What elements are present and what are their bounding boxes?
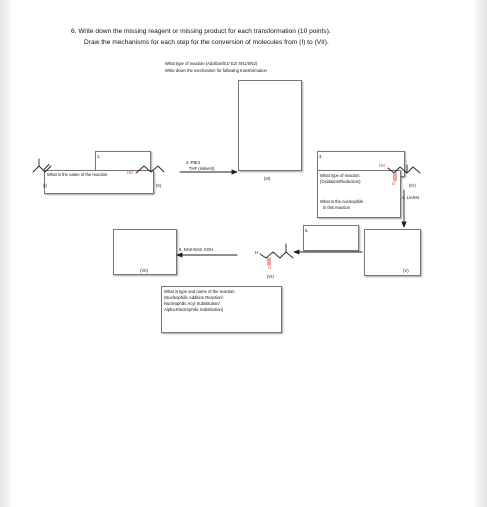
arrow-step-6-head — [177, 253, 182, 257]
nucleophile-prompt-line-2: in this reaction — [323, 205, 350, 210]
compound-vii-label: (VII) — [140, 268, 148, 273]
h-label-vi: H — [255, 250, 259, 255]
step-3-label: 3. — [319, 154, 323, 159]
type-prompt-line-1: What is type and name of the reaction — [164, 289, 235, 294]
mechanism-heading: Write down the mechanism for following transformation — [165, 68, 267, 73]
step-2-solvent: THF (solvent) — [189, 166, 215, 171]
reaction-name-prompt: What is the name of the reaction — [47, 172, 108, 177]
step-2-reagent: 2. PBr3 — [186, 160, 200, 165]
step-6-reagent: 6. NH2-NH2, KOH — [179, 247, 214, 252]
o-label-iv: O — [392, 181, 396, 186]
step-4-reagent: 4. LiAlH4 — [402, 195, 419, 200]
ho-label-iv: HO — [379, 163, 386, 168]
compound-iii-label: (III) — [264, 176, 271, 181]
compound-v-label: (V) — [403, 268, 409, 273]
step-1-label: 1. — [97, 154, 101, 159]
type-prompt-line-4: Alpha-Electrophilic Substitution) — [164, 307, 224, 312]
redox-prompt-line-1: What type of reaction — [320, 173, 360, 178]
step-5-label: 5. — [305, 228, 309, 233]
molecule-vi-skeleton — [260, 252, 293, 258]
compound-vi-label: (VI) — [267, 274, 274, 279]
question-line-1: 6. Write down the missing reagent or missing product for each transformation (10 points). — [71, 28, 331, 35]
molecule-i-skeleton — [33, 166, 51, 172]
arrow-step-4-head — [402, 222, 406, 227]
arrow-step-2-head — [232, 170, 237, 174]
compound-iv-label: (IV) — [409, 183, 416, 188]
molecule-iv-skeleton — [388, 167, 420, 173]
arrow-step-5-head — [294, 250, 299, 254]
reaction-type-heading: What type of reaction (Addition/E1/ E2/ SN1/SN2) — [165, 61, 258, 66]
nucleophile-prompt-line-1: What is the nucleophile — [320, 199, 364, 204]
compound-ii-label: (II) — [156, 183, 162, 188]
redox-prompt-line-2: (Oxidation/Reduction) — [320, 179, 361, 184]
molecule-ii-skeleton — [136, 166, 164, 173]
type-prompt-line-2: (Nucleophilic Addition Reaction/ — [164, 295, 223, 300]
compound-i-label: (I) — [43, 183, 47, 188]
type-prompt-line-3: Nucleophilic Acyl Substitution/ — [164, 301, 220, 306]
question-line-2: Draw the mechanisms for each step for the conversion of molecules from (I) to (VII). — [84, 39, 329, 46]
ho-label-ii: HO — [127, 170, 134, 175]
o-label-vi: O — [268, 265, 272, 270]
